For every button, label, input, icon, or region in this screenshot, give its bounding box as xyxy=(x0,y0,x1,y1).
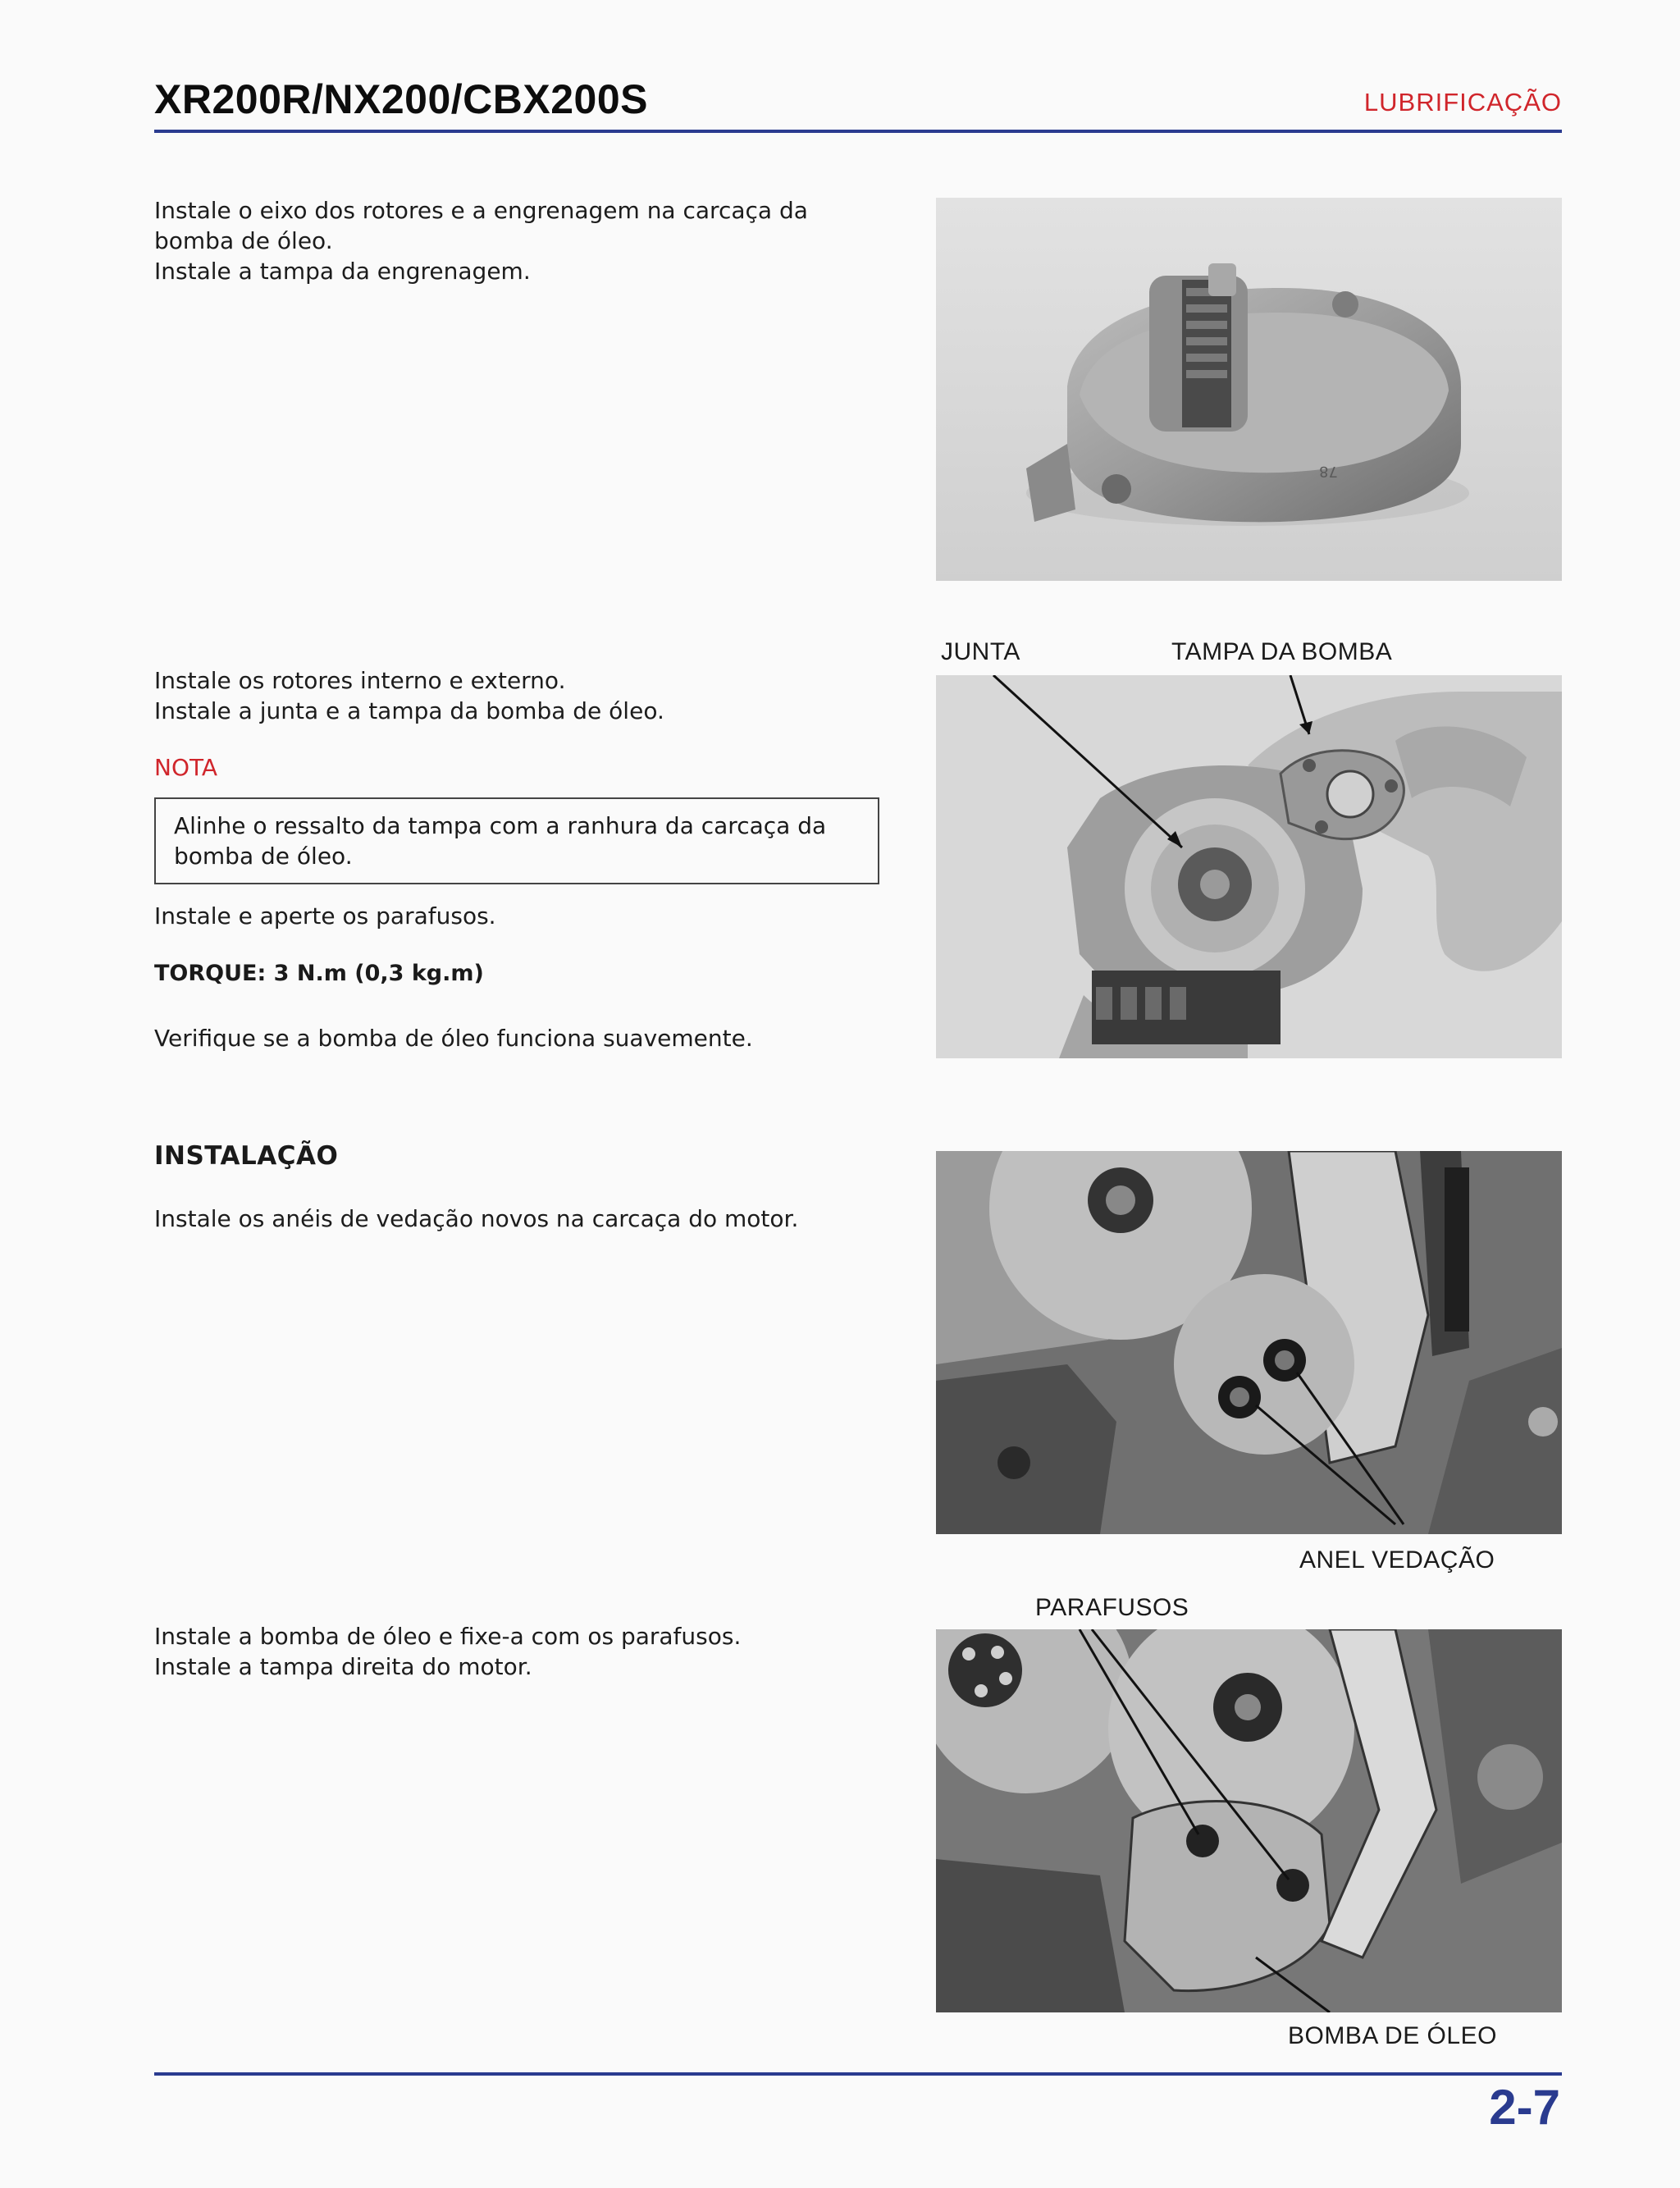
note-line: bomba de óleo. xyxy=(174,843,353,870)
text-line: Instale a junta e a tampa da bomba de óleo. xyxy=(154,697,664,724)
engine-orings-photo xyxy=(936,1151,1562,1534)
installation-heading: INSTALAÇÃO xyxy=(154,1141,339,1171)
installed-pump-illustration xyxy=(936,1629,1562,2012)
installation-text: Instale os anéis de vedação novos na carcaça do motor. xyxy=(154,1205,799,1232)
step2-text xyxy=(154,665,664,726)
pump-cover-photo xyxy=(936,675,1562,1058)
text-line: bomba de óleo. xyxy=(154,227,333,254)
text-line: Instale os rotores interno e externo. xyxy=(154,667,566,694)
oil-pump-gear-photo xyxy=(936,198,1562,581)
caption-tampa-da-bomba: TAMPA DA BOMBA xyxy=(1171,638,1393,665)
step4-text xyxy=(154,1621,741,1682)
text-line: Instale a tampa da engrenagem. xyxy=(154,258,531,285)
svg-text:78: 78 xyxy=(1319,463,1338,480)
caption-junta: JUNTA xyxy=(941,638,1020,665)
document-title: XR200R/NX200/CBX200S xyxy=(154,76,648,122)
note-box xyxy=(154,797,879,884)
section-label: LUBRIFICAÇÃO xyxy=(1363,88,1562,116)
header-rule xyxy=(154,130,1562,133)
caption-bomba-de-oleo: BOMBA DE ÓLEO xyxy=(1288,2022,1497,2049)
installed-pump-photo xyxy=(936,1629,1562,2012)
verify-instruction: Verifique se a bomba de óleo funciona suavemente. xyxy=(154,1025,753,1052)
text-line: Instale o eixo dos rotores e a engrenagem na carcaça da xyxy=(154,197,808,224)
note-line: Alinhe o ressalto da tampa com a ranhura da carcaça da xyxy=(174,812,827,839)
text-line: Instale a tampa direita do motor. xyxy=(154,1653,532,1680)
step1-text xyxy=(154,195,808,286)
tighten-instruction: Instale e aperte os parafusos. xyxy=(154,902,496,930)
engine-orings-illustration xyxy=(936,1151,1562,1534)
caption-parafusos: PARAFUSOS xyxy=(1035,1594,1189,1621)
text-line: Instale a bomba de óleo e fixe-a com os parafusos. xyxy=(154,1623,742,1650)
note-label: NOTA xyxy=(154,754,218,781)
caption-anel-vedacao: ANEL VEDAÇÃO xyxy=(1299,1546,1495,1574)
page-number: 2-7 xyxy=(1489,2080,1560,2135)
oil-pump-illustration xyxy=(936,198,1562,581)
footer-rule xyxy=(154,2072,1562,2076)
torque-spec: TORQUE: 3 N.m (0,3 kg.m) xyxy=(154,961,484,986)
pump-cover-illustration xyxy=(936,675,1562,1058)
